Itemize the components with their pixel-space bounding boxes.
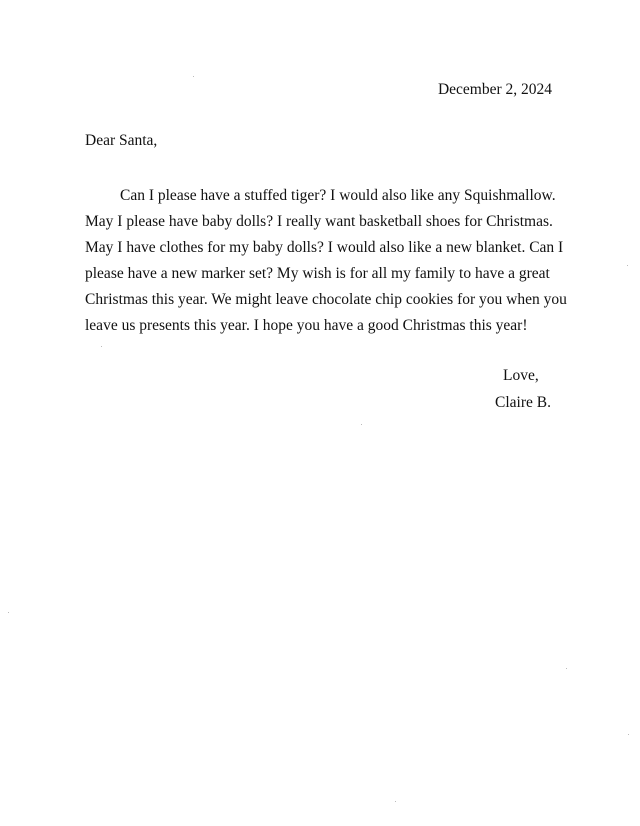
letter-date: December 2, 2024 — [437, 81, 552, 98]
salutation: Dear Santa, — [85, 132, 158, 149]
scan-speck — [627, 265, 628, 266]
body-line: leave us presents this year. I hope you have a good Christmas this year! — [85, 317, 528, 334]
body-line: Christmas this year. We might leave chocolate chip cookies for you when you — [85, 291, 567, 308]
scan-speck — [566, 668, 567, 669]
scan-speck — [628, 734, 629, 735]
letter-body — [85, 183, 567, 339]
body-line: May I please have baby dolls? I really want basketball shoes for Christmas. — [85, 213, 553, 230]
scan-speck — [101, 346, 102, 347]
scan-speck — [361, 424, 362, 425]
closing: Love, — [503, 367, 539, 384]
scan-speck — [8, 612, 9, 613]
body-line: Can I please have a stuffed tiger? I would also like any Squishmallow. — [120, 187, 556, 204]
scan-speck — [193, 76, 194, 77]
signature: Claire B. — [495, 394, 551, 411]
body-line: please have a new marker set? My wish is for all my family to have a great — [85, 265, 550, 282]
body-line: May I have clothes for my baby dolls? I would also like a new blanket. Can I — [85, 239, 564, 256]
scan-speck — [395, 801, 396, 802]
